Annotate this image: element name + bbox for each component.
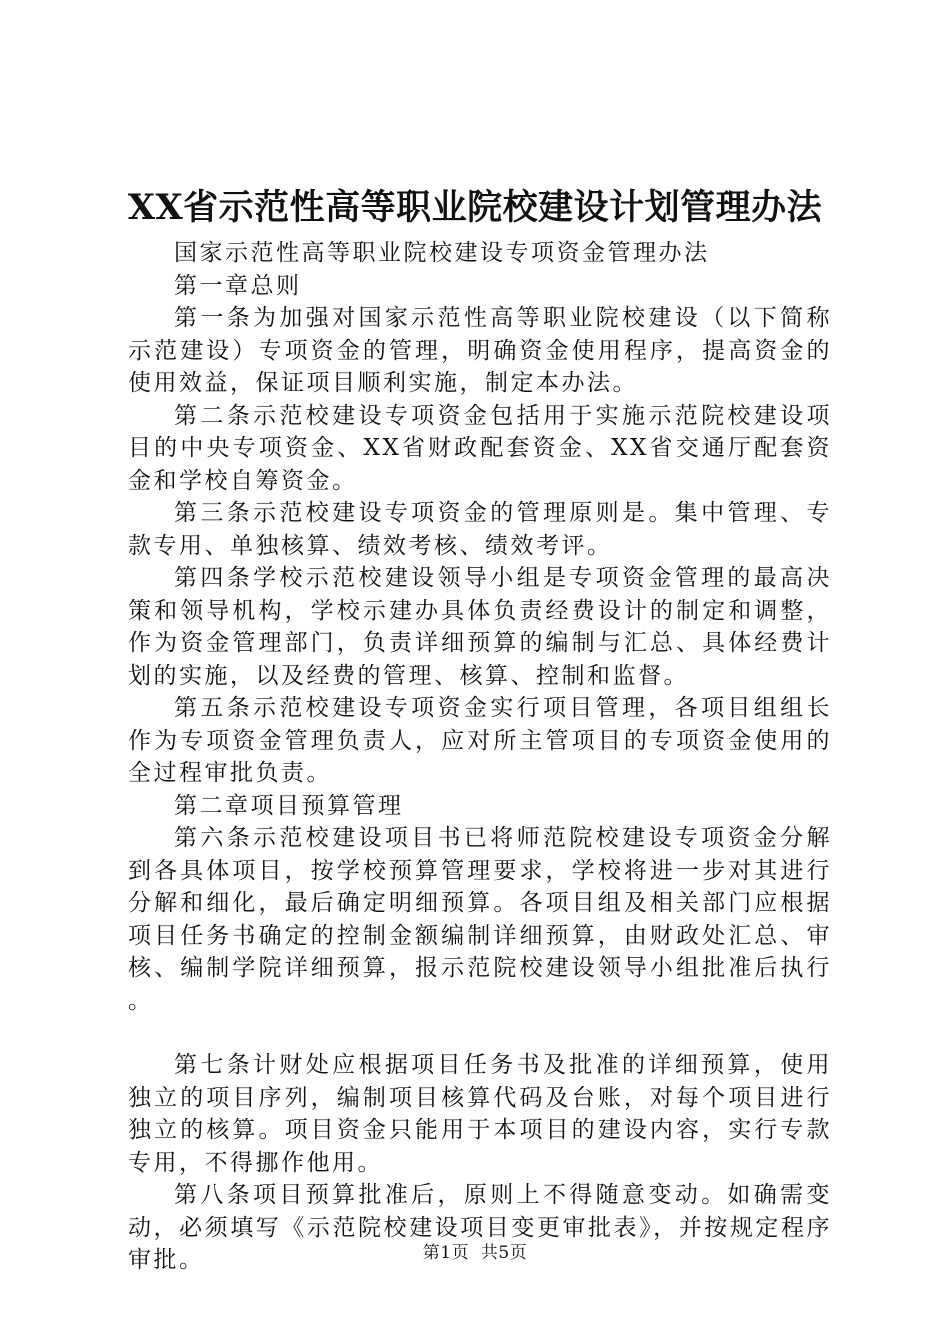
document-title: XX省示范性高等职业院校建设计划管理办法 — [127, 187, 823, 228]
article-1: 第一条为加强对国家示范性高等职业院校建设（以下简称示范建设）专项资金的管理，明确资金使用程序，提高资金的使用效益，保证项目顺利实施，制定本办法。 — [128, 305, 832, 396]
paragraph-subtitle: 国家示范性高等职业院校建设专项资金管理办法 — [174, 240, 710, 266]
page-number-footer: 第1页 共5页 — [422, 1243, 528, 1263]
article-6: 第六条示范校建设项目书已将师范院校建设专项资金分解到各具体项目，按学校预算管理要求，学校将进一步对其进行分解和细化，最后确定明细预算。各项目组及相关部门应根据项目任务书确定的控制金额编制详细预算，由财政处汇总、审核、编制学院详细预算，报示范院校建设领导小组批准后执行。 — [128, 825, 832, 1014]
article-7: 第七条计财处应根据项目任务书及批准的详细预算，使用独立的项目序列，编制项目核算代码及台账，对每个项目进行独立的核算。项目资金只能用于本项目的建设内容，实行专款专用，不得挪作他用。 — [128, 1052, 832, 1176]
article-4: 第四条学校示范校建设领导小组是专项资金管理的最高决策和领导机构，学校示建办具体负责经费设计的制定和调整，作为资金管理部门，负责详细预算的编制与汇总、具体经费计划的实施，以及经费的管理、核算、控制和监督。 — [128, 565, 832, 689]
article-8: 第八条项目预算批准后，原则上不得随意变动。如确需变动，必须填写《示范院校建设项目变更审批表》，并按规定程序审批。 — [128, 1182, 832, 1273]
chapter-heading-2: 第二章项目预算管理 — [174, 792, 404, 819]
article-2: 第二条示范校建设专项资金包括用于实施示范院校建设项目的中央专项资金、XX省财政配套资金、XX省交通厅配套资金和学校自筹资金。 — [128, 402, 832, 494]
article-5: 第五条示范校建设专项资金实行项目管理，各项目组组长作为专项资金管理负责人，应对所主管项目的专项资金使用的全过程审批负责。 — [128, 695, 832, 786]
article-3: 第三条示范校建设专项资金的管理原则是。集中管理、专款专用、单独核算、绩效考核、绩效考评。 — [128, 500, 832, 559]
chapter-heading-1: 第一章总则 — [174, 272, 302, 299]
document-body — [128, 237, 832, 1277]
